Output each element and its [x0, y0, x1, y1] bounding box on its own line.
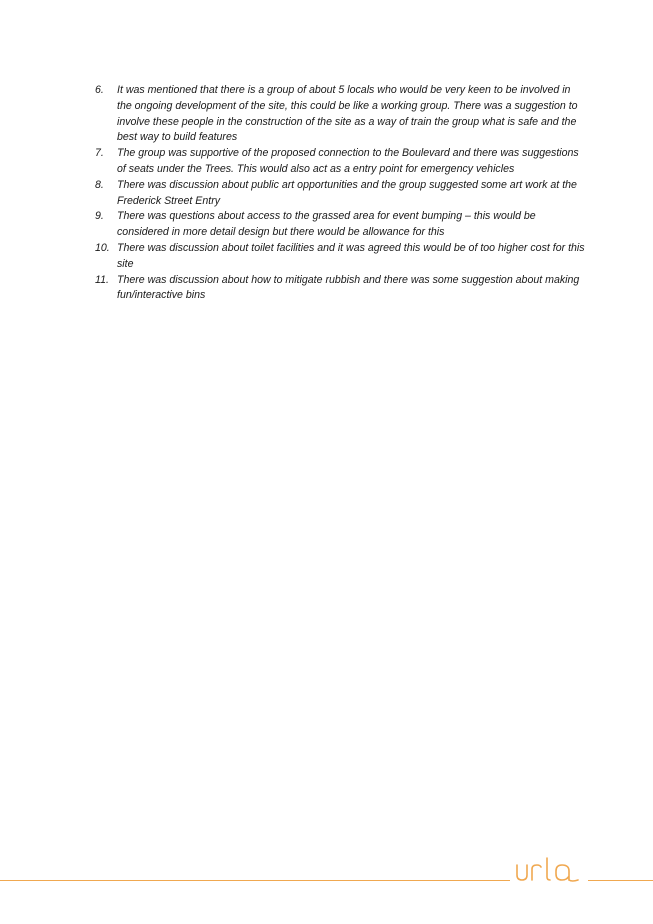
item-number: 7.: [95, 147, 104, 160]
list-item: [95, 146, 585, 178]
item-number: 9.: [95, 210, 104, 223]
list-item: [95, 241, 585, 273]
item-number: 10.: [95, 241, 110, 254]
list-item: [95, 178, 585, 210]
list-item: [95, 83, 585, 146]
list-item: [95, 209, 585, 241]
item-text: It was mentioned that there is a group of about 5 locals who would be very keen to be involved in the ongoing development of the site, this could be like a working group. There was a suggestion to involve these people in the construction of the site as a way of train the group what is safe and the best way to build features: [117, 84, 578, 144]
item-text: There was discussion about toilet facilities and it was agreed this would be of too higher cost for this site: [117, 241, 585, 270]
item-text: The group was supportive of the proposed connection to the Boulevard and there was suggestions of seats under the Trees. This would also act as a entry point for emergency vehicles: [117, 147, 579, 175]
item-text: There was discussion about public art opportunities and the group suggested some art work at the Frederick Street Entry: [117, 178, 577, 207]
item-text: There was discussion about how to mitigate rubbish and there was some suggestion about making fun/interactive bins: [117, 273, 580, 302]
item-number: 11.: [95, 273, 109, 286]
item-number: 8.: [95, 178, 104, 191]
item-number: 6.: [95, 84, 104, 96]
item-text: There was questions about access to the grassed area for event bumping – this would be considered in more detail design but there would be allowance for this: [117, 210, 536, 239]
meeting-notes-list: [95, 83, 585, 304]
urla-logo-mark: [514, 856, 584, 884]
urla-logo: [510, 856, 588, 884]
list-item: [95, 273, 585, 305]
